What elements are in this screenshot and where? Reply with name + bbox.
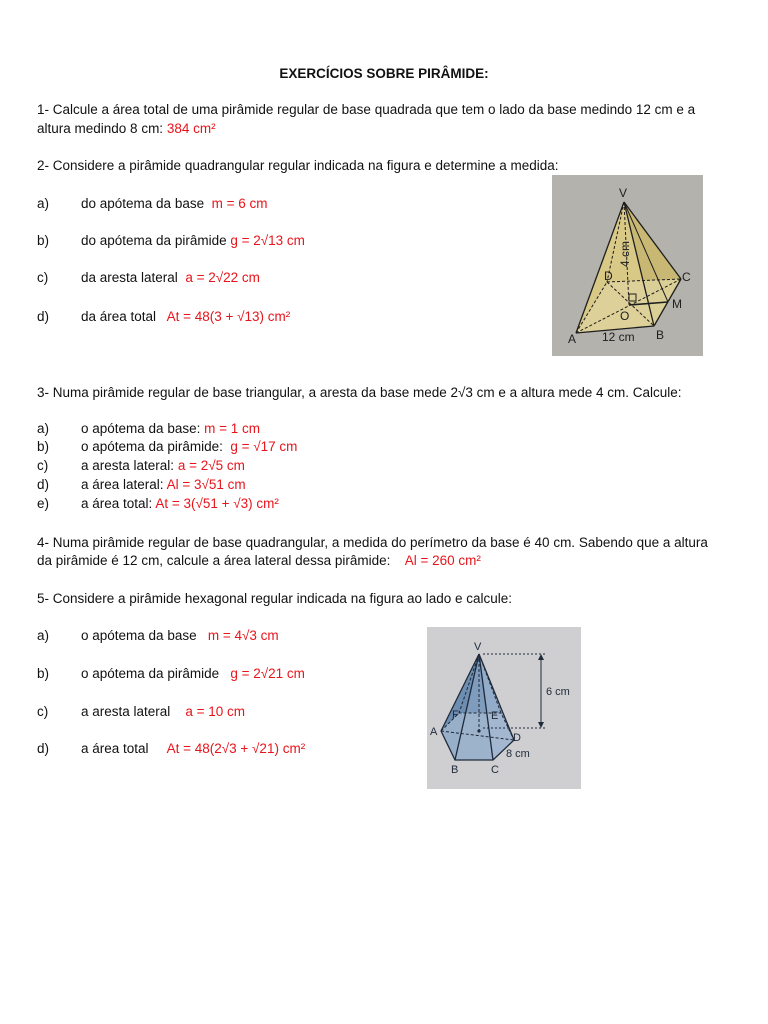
hexagonal-pyramid-figure — [427, 627, 581, 789]
q5-answer-b: g = 2√21 cm — [230, 666, 305, 681]
fig1-label-o: O — [620, 309, 630, 323]
q5-label-a: a) — [37, 628, 50, 643]
fig2-label-v: V — [474, 641, 482, 653]
fig2-label-d: D — [513, 732, 521, 744]
q5-intro: 5- Considere a pirâmide hexagonal regular indicada na figura ao lado e calcule: — [37, 591, 513, 606]
q3-text-b: o apótema da pirâmide: — [81, 439, 223, 454]
q3-answer-b: g = √17 cm — [230, 439, 298, 454]
q3-intro: 3- Numa pirâmide regular de base triangular, a aresta da base mede 2√3 cm e a altura mede 4 cm. Calcule: — [37, 385, 682, 400]
q3-label-b: b) — [37, 439, 50, 454]
q4-text: da pirâmide é 12 cm, calcule a área lateral dessa pirâmide: — [37, 553, 391, 568]
fig1-label-d: D — [604, 269, 613, 283]
q2-label-c: c) — [37, 270, 49, 285]
q3-label-e: e) — [37, 496, 50, 511]
square-pyramid-figure — [552, 175, 703, 356]
q2-text-a: do apótema da base — [81, 196, 205, 211]
q5-answer-a: m = 4√3 cm — [207, 628, 279, 643]
fig1-label-height: 4 cm — [618, 240, 632, 267]
q5-answer-d: At = 48(2√3 + √21) cm² — [166, 741, 306, 756]
q1-line1: 1- Calcule a área total de uma pirâmide regular de base quadrada que tem o lado da base medindo 12 cm e a — [37, 102, 696, 117]
fig2-label-b: B — [451, 764, 459, 776]
q3-answer-d: Al = 3√51 cm — [166, 477, 246, 492]
q2-answer-b: g = 2√13 cm — [230, 233, 305, 248]
fig2-label-e: E — [491, 710, 499, 722]
q3-text-c: a aresta lateral: — [81, 458, 175, 473]
fig1-label-c: C — [682, 270, 691, 284]
q5-text-d: a área total — [81, 741, 149, 756]
q3-answer-c: a = 2√5 cm — [177, 458, 245, 473]
q3-label-c: c) — [37, 458, 49, 473]
fig2-label-height: 6 cm — [546, 686, 570, 698]
q2-label-a: a) — [37, 196, 50, 211]
q5-label-b: b) — [37, 666, 50, 681]
q4-answer: Al = 260 cm² — [404, 553, 481, 568]
q3-answer-a: m = 1 cm — [204, 421, 260, 436]
q3-answer-e: At = 3(√51 + √3) cm² — [155, 496, 279, 511]
q3-text-a: o apótema da base: — [81, 421, 201, 436]
q2-text-c: da aresta lateral — [81, 270, 178, 285]
q5-label-c: c) — [37, 704, 49, 719]
q5-text-b: o apótema da pirâmide — [81, 666, 220, 681]
q1-answer: 384 cm² — [166, 121, 216, 136]
q2-answer-c: a = 2√22 cm — [185, 270, 260, 285]
q4-line2 — [37, 553, 481, 568]
q5-text-a: o apótema da base — [81, 628, 197, 643]
q2-text-d: da área total — [81, 309, 157, 324]
fig1-label-m: M — [672, 297, 682, 311]
fig2-label-c: C — [491, 764, 499, 776]
fig1-label-b: B — [656, 328, 665, 342]
q5-answer-c: a = 10 cm — [185, 704, 245, 719]
q4-line1: 4- Numa pirâmide regular de base quadrangular, a medida do perímetro da base é 40 cm. Sabendo que a altura — [37, 535, 708, 550]
fig1-label-v: V — [619, 186, 628, 200]
q2-label-d: d) — [37, 309, 50, 324]
q3-label-a: a) — [37, 421, 50, 436]
q1-line2 — [37, 121, 216, 136]
q2-label-b: b) — [37, 233, 50, 248]
fig1-label-a: A — [568, 332, 577, 346]
q3-text-e: a área total: — [81, 496, 153, 511]
q2-answer-d: At = 48(3 + √13) cm² — [166, 309, 291, 324]
page-title: EXERCÍCIOS SOBRE PIRÂMIDE: — [279, 66, 489, 81]
q5-label-d: d) — [37, 741, 50, 756]
q2-text-b: do apótema da pirâmide — [81, 233, 227, 248]
q2-answer-a: m = 6 cm — [211, 196, 268, 211]
q5-text-c: a aresta lateral — [81, 704, 171, 719]
fig2-label-a: A — [430, 726, 438, 738]
q3-label-d: d) — [37, 477, 50, 492]
q3-text-d: a área lateral: — [81, 477, 164, 492]
fig2-label-base: 8 cm — [506, 748, 530, 760]
q1-text: altura medindo 8 cm: — [37, 121, 164, 136]
fig1-label-base: 12 cm — [602, 330, 635, 344]
fig2-label-f: F — [452, 709, 459, 721]
q2-intro: 2- Considere a pirâmide quadrangular regular indicada na figura e determine a medida: — [37, 158, 559, 173]
